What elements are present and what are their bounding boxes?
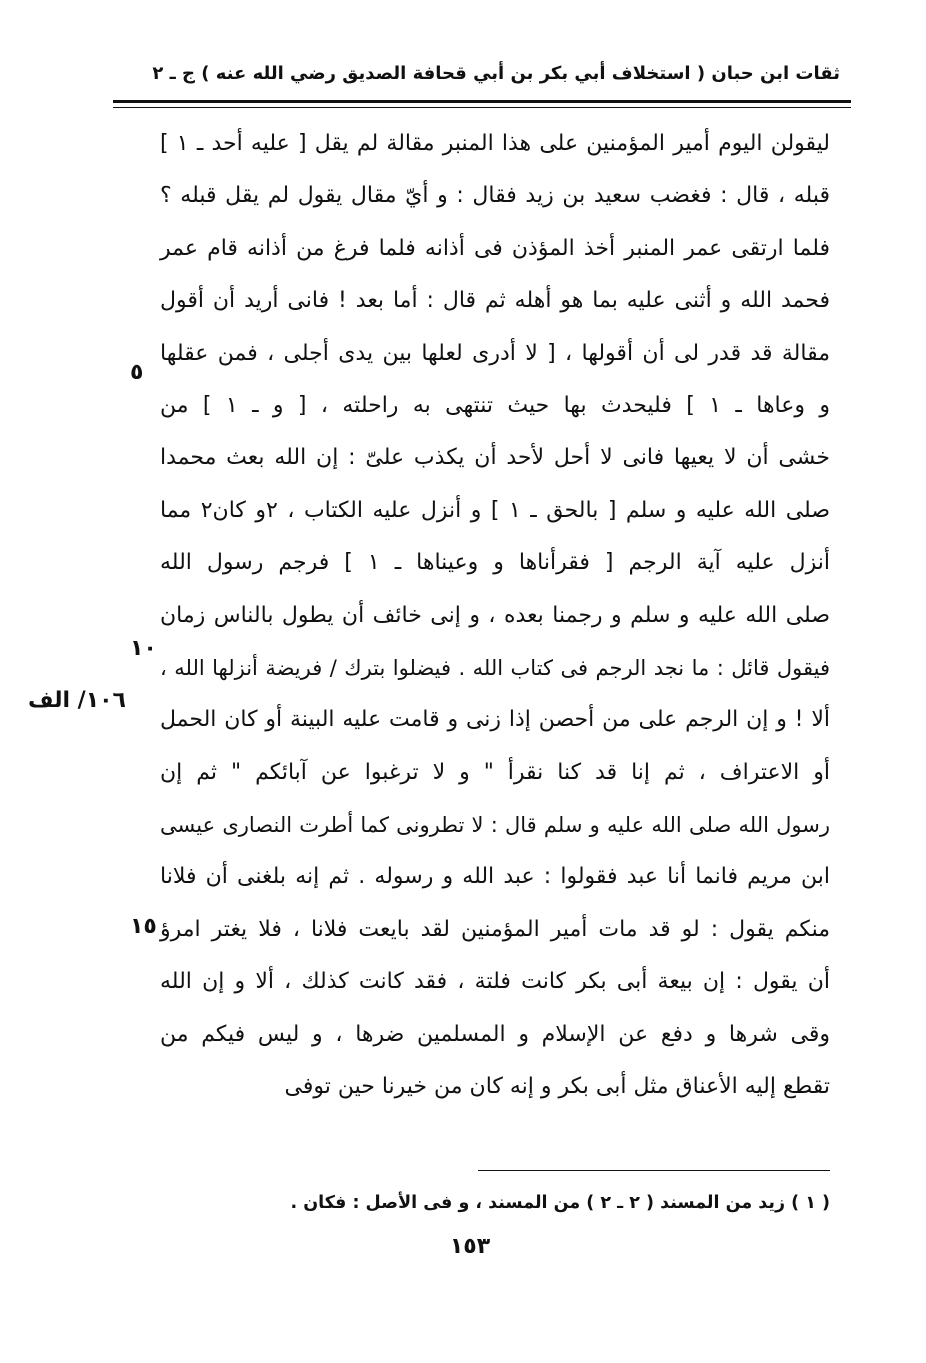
- text-line: و وعاها ـ ١ ] فليحدث بها حيث تنتهى به راحلته ، [ و ـ ١ ] من: [160, 392, 831, 418]
- header-rule-thick: [113, 100, 851, 103]
- text-line: ابن مريم فانما أنا عبد فقولوا : عبد الله و رسوله . ثم إنه بلغنى أن فلانا: [160, 864, 830, 890]
- line-number-10: ١٠: [130, 636, 157, 661]
- text-line: وقى شرها و دفع عن الإسلام و المسلمين ضرها ، و ليس فيكم من: [160, 1021, 830, 1047]
- footnote: ( ١ ) زيد من المسند ( ٢ ـ ٢ ) من المسند ، و فى الأصل : فكان .: [290, 1193, 830, 1213]
- text-line: صلى الله عليه و سلم [ بالحق ـ ١ ] و أنزل عليه الكتاب ، ٢و كان٢ مما: [160, 497, 830, 523]
- text-line: فحمد الله و أثنى عليه بما هو أهله ثم قال : أما بعد ! فانى أريد أن أقول: [160, 288, 830, 314]
- footnote-rule: [478, 1170, 830, 1171]
- header-rule-thin: [113, 107, 851, 108]
- text-line: فيقول قائل : ما نجد الرجم فى كتاب الله . فيضلوا بترك / فريضة أنزلها الله ،: [160, 655, 830, 680]
- text-line: رسول الله صلى الله عليه و سلم قال : لا تطرونى كما أطرت النصارى عيسى: [160, 813, 830, 838]
- text-line: خشى أن لا يعيها فانى لا أحل لأحد أن يكذب علىّ : إن الله بعث محمدا: [160, 445, 830, 471]
- text-line: ألا ! و إن الرجم على من أحصن إذا زنى و قامت عليه البينة أو كان الحمل: [160, 707, 830, 733]
- running-header: ثقات ابن حبان ( استخلاف أبي بكر بن أبي قحافة الصديق رضي الله عنه ) ج ـ ٢: [152, 63, 840, 84]
- main-text: [160, 118, 830, 1113]
- line-number-15: ١٥: [130, 914, 157, 939]
- text-line: صلى الله عليه و سلم و رجمنا بعده ، و إنى خائف أن يطول بالناس زمان: [160, 602, 830, 628]
- manuscript-folio-marker: ١٠٦/ الف: [28, 688, 126, 713]
- page-number: ١٥٣: [449, 1234, 491, 1259]
- text-line: أو الاعتراف ، ثم إنا قد كنا نقرأ " و لا ترغبوا عن آبائكم " ثم إن: [160, 759, 830, 785]
- text-line: أن يقول : إن بيعة أبى بكر كانت فلتة ، فقد كانت كذلك ، ألا و إن الله: [160, 969, 830, 995]
- text-line: منكم يقول : لو قد مات أمير المؤمنين لقد بايعت فلانا ، فلا يغتر امرؤ: [160, 916, 830, 942]
- text-line: ليقولن اليوم أمير المؤمنين على هذا المنبر مقالة لم يقل [ عليه أحد ـ ١ ]: [160, 131, 831, 156]
- text-line: قبله ، قال : فغضب سعيد بن زيد فقال : و أيّ مقال يقول لم يقل قبله ؟: [160, 183, 830, 209]
- text-line: أنزل عليه آية الرجم [ فقرأناها و وعيناها ـ ١ ] فرجم رسول الله: [160, 550, 830, 576]
- line-number-5: ٥: [130, 360, 144, 385]
- text-line: فلما ارتقى عمر المنبر أخذ المؤذن فى أذانه فلما فرغ من أذانه قام عمر: [160, 235, 830, 261]
- text-line: تقطع إليه الأعناق مثل أبى بكر و إنه كان من خيرنا حين توفى: [284, 1074, 830, 1100]
- text-line: مقالة قد قدر لى أن أقولها ، [ لا أدرى لعلها بين يدى أجلى ، فمن عقلها: [160, 340, 830, 366]
